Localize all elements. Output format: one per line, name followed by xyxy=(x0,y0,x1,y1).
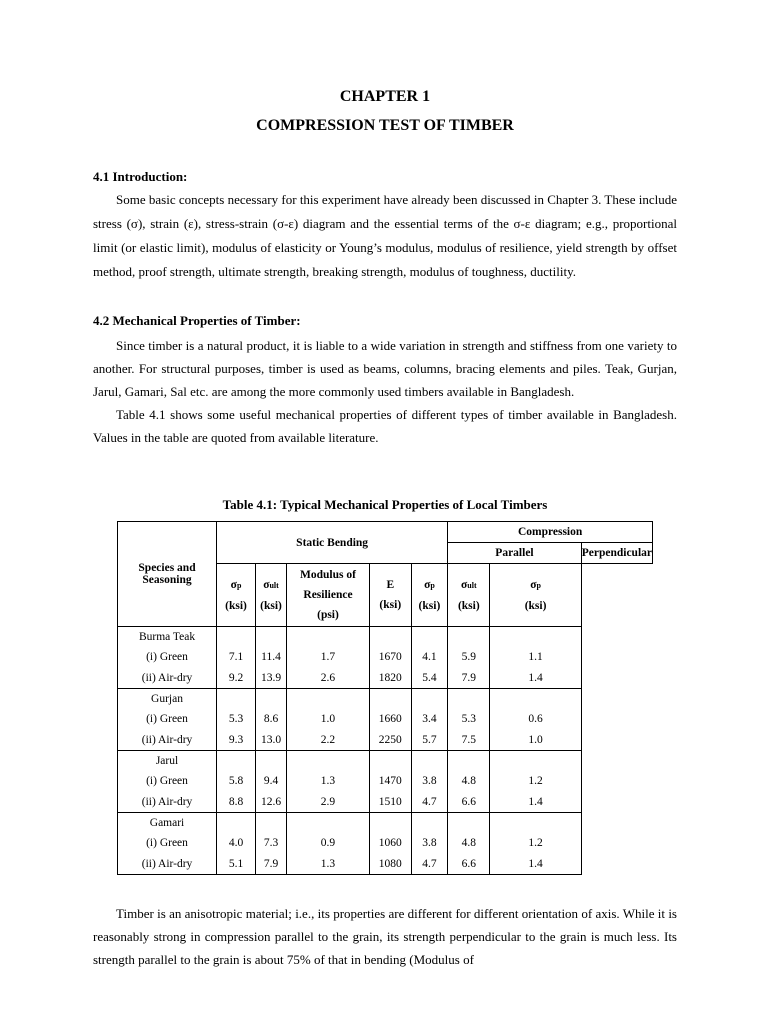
empty-cell xyxy=(217,813,256,833)
empty-cell xyxy=(490,627,581,647)
value-cell: 4.0 xyxy=(217,832,256,853)
header-sigma-ult-bending: σult (ksi) xyxy=(256,564,287,627)
header-sigma-p-perpendicular: σp (ksi) xyxy=(490,564,581,627)
mechanical-paragraph-2: Table 4.1 shows some useful mechanical properties of different types of timber available in Bangladesh. Values in the table are quoted from available literature. xyxy=(93,407,677,445)
empty-cell xyxy=(411,627,448,647)
header-e: E (ksi) xyxy=(369,564,411,627)
empty-cell xyxy=(287,751,370,771)
seasoning-label: (i) Green xyxy=(118,770,217,791)
empty-cell xyxy=(217,689,256,709)
species-name: Gurjan xyxy=(118,689,217,709)
empty-cell xyxy=(369,627,411,647)
table-row xyxy=(118,832,653,853)
value-cell: 5.3 xyxy=(448,708,490,729)
value-cell: 1.4 xyxy=(490,853,581,875)
empty-cell xyxy=(448,627,490,647)
empty-cell xyxy=(411,751,448,771)
seasoning-label: (ii) Air-dry xyxy=(118,729,217,751)
value-cell: 7.9 xyxy=(448,667,490,689)
seasoning-label: (i) Green xyxy=(118,646,217,667)
seasoning-label: (ii) Air-dry xyxy=(118,791,217,813)
value-cell: 1.4 xyxy=(490,791,581,813)
value-cell: 9.2 xyxy=(217,667,256,689)
value-cell: 13.0 xyxy=(256,729,287,751)
value-cell: 2250 xyxy=(369,729,411,751)
value-cell: 0.9 xyxy=(287,832,370,853)
header-sigma-p-bending: σp (ksi) xyxy=(217,564,256,627)
value-cell: 1.3 xyxy=(287,770,370,791)
empty-cell xyxy=(287,813,370,833)
value-cell: 1670 xyxy=(369,646,411,667)
empty-cell xyxy=(256,751,287,771)
seasoning-label: (ii) Air-dry xyxy=(118,667,217,689)
value-cell: 1.3 xyxy=(287,853,370,875)
value-cell: 1660 xyxy=(369,708,411,729)
value-cell: 0.6 xyxy=(490,708,581,729)
anisotropy-section xyxy=(93,902,677,971)
empty-cell xyxy=(490,689,581,709)
mechanical-paragraph-1: Since timber is a natural product, it is liable to a wide variation in strength and stiffness from one variety to another. For structural purposes, timber is used as beams, columns, bracing elements and piles. Teak, Gurjan, Jarul, Gamari, Sal etc. are among the more commonly used timbers available in Bangladesh. xyxy=(93,338,677,399)
species-group xyxy=(118,689,653,751)
value-cell: 4.7 xyxy=(411,791,448,813)
header-compression: Compression xyxy=(448,522,653,543)
table-row xyxy=(118,667,653,689)
empty-cell xyxy=(256,689,287,709)
value-cell: 6.6 xyxy=(448,791,490,813)
species-name: Burma Teak xyxy=(118,627,217,647)
value-cell: 1.2 xyxy=(490,770,581,791)
value-cell: 12.6 xyxy=(256,791,287,813)
value-cell: 3.8 xyxy=(411,770,448,791)
species-name: Jarul xyxy=(118,751,217,771)
value-cell: 9.4 xyxy=(256,770,287,791)
empty-cell xyxy=(256,813,287,833)
value-cell: 2.9 xyxy=(287,791,370,813)
table-row xyxy=(118,627,653,647)
empty-cell xyxy=(490,751,581,771)
value-cell: 3.4 xyxy=(411,708,448,729)
table-row xyxy=(118,770,653,791)
empty-cell xyxy=(217,627,256,647)
introduction-section xyxy=(93,168,677,284)
header-sigma-ult-parallel: σult (ksi) xyxy=(448,564,490,627)
empty-cell xyxy=(217,751,256,771)
header-parallel: Parallel xyxy=(448,543,582,564)
empty-cell xyxy=(411,689,448,709)
value-cell: 11.4 xyxy=(256,646,287,667)
table-row xyxy=(118,646,653,667)
timber-properties-table xyxy=(117,521,653,875)
empty-cell xyxy=(448,751,490,771)
table-row xyxy=(118,708,653,729)
header-species: Species and Seasoning xyxy=(118,522,217,627)
value-cell: 3.8 xyxy=(411,832,448,853)
species-group xyxy=(118,813,653,875)
value-cell: 1.4 xyxy=(490,667,581,689)
value-cell: 7.9 xyxy=(256,853,287,875)
value-cell: 5.8 xyxy=(217,770,256,791)
header-modulus-resilience: Modulus of Resilience (psi) xyxy=(287,564,370,627)
value-cell: 1.0 xyxy=(287,708,370,729)
seasoning-label: (ii) Air-dry xyxy=(118,853,217,875)
chapter-number: CHAPTER 1 xyxy=(339,88,431,105)
species-group xyxy=(118,627,653,689)
empty-cell xyxy=(287,627,370,647)
header-perpendicular: Perpendicular xyxy=(581,543,652,564)
seasoning-label: (i) Green xyxy=(118,832,217,853)
value-cell: 1080 xyxy=(369,853,411,875)
value-cell: 4.7 xyxy=(411,853,448,875)
value-cell: 5.7 xyxy=(411,729,448,751)
value-cell: 1.0 xyxy=(490,729,581,751)
chapter-title: COMPRESSION TEST OF TIMBER xyxy=(256,117,514,134)
empty-cell xyxy=(490,813,581,833)
introduction-heading: 4.1 Introduction: xyxy=(93,169,188,184)
empty-cell xyxy=(369,751,411,771)
table-caption: Table 4.1: Typical Mechanical Properties of Local Timbers xyxy=(222,497,548,512)
empty-cell xyxy=(256,627,287,647)
value-cell: 7.3 xyxy=(256,832,287,853)
value-cell: 4.1 xyxy=(411,646,448,667)
value-cell: 1820 xyxy=(369,667,411,689)
empty-cell xyxy=(411,813,448,833)
table-row xyxy=(118,689,653,709)
empty-cell xyxy=(448,689,490,709)
value-cell: 5.3 xyxy=(217,708,256,729)
value-cell: 6.6 xyxy=(448,853,490,875)
species-group xyxy=(118,751,653,813)
seasoning-label: (i) Green xyxy=(118,708,217,729)
empty-cell xyxy=(448,813,490,833)
value-cell: 5.4 xyxy=(411,667,448,689)
table-row xyxy=(118,729,653,751)
mechanical-properties-heading: 4.2 Mechanical Properties of Timber: xyxy=(93,313,301,328)
header-sigma-p-parallel: σp (ksi) xyxy=(411,564,448,627)
value-cell: 5.1 xyxy=(217,853,256,875)
introduction-paragraph: Some basic concepts necessary for this experiment have already been discussed in Chapter 3. These include stress (σ), strain (ε), stress-strain (σ-ε) diagram and the essential terms of the σ-ε diagram; e.g., proportional limit (or elastic limit), modulus of elasticity or Young’s modulus, modulus of resilience, yield strength by offset method, proof strength, ultimate strength, breaking strength, modulus of toughness, ductility. xyxy=(93,192,677,279)
table-row xyxy=(118,853,653,875)
value-cell: 7.1 xyxy=(217,646,256,667)
empty-cell xyxy=(369,813,411,833)
value-cell: 1060 xyxy=(369,832,411,853)
value-cell: 2.6 xyxy=(287,667,370,689)
value-cell: 1.2 xyxy=(490,832,581,853)
value-cell: 1470 xyxy=(369,770,411,791)
value-cell: 8.8 xyxy=(217,791,256,813)
value-cell: 13.9 xyxy=(256,667,287,689)
header-static-bending: Static Bending xyxy=(217,522,448,564)
empty-cell xyxy=(287,689,370,709)
anisotropy-paragraph: Timber is an anisotropic material; i.e., its properties are different for different orientation of axis. While it is reasonably strong in compression parallel to the grain, its strength perpendicular to the grain is much less. Its strength parallel to the grain is about 75% of that in bending (Modulus of xyxy=(93,906,677,967)
value-cell: 8.6 xyxy=(256,708,287,729)
table-row xyxy=(118,751,653,771)
value-cell: 1510 xyxy=(369,791,411,813)
value-cell: 5.9 xyxy=(448,646,490,667)
mechanical-properties-section xyxy=(93,312,677,449)
table-row xyxy=(118,813,653,833)
value-cell: 7.5 xyxy=(448,729,490,751)
value-cell: 4.8 xyxy=(448,832,490,853)
empty-cell xyxy=(369,689,411,709)
table-row xyxy=(118,791,653,813)
species-name: Gamari xyxy=(118,813,217,833)
value-cell: 2.2 xyxy=(287,729,370,751)
value-cell: 4.8 xyxy=(448,770,490,791)
value-cell: 1.1 xyxy=(490,646,581,667)
value-cell: 1.7 xyxy=(287,646,370,667)
value-cell: 9.3 xyxy=(217,729,256,751)
